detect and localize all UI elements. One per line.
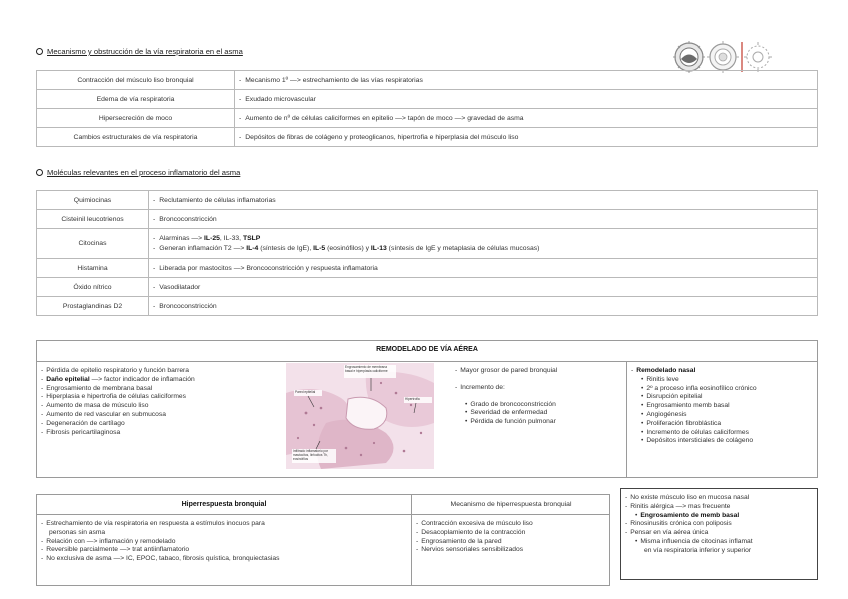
table-row — [37, 229, 818, 259]
hyper-right-list — [416, 520, 533, 555]
remodeling-right-list — [631, 367, 757, 446]
list-item: • Severidad de enfermedad — [465, 409, 557, 418]
list-item: - Reversible parcialmente —> trat antiinflamatorio — [41, 546, 279, 555]
remodeling-left-list — [41, 367, 195, 437]
list-item: • Disrupción epitelial — [641, 393, 757, 402]
row-label: Edema de vía respiratoria — [37, 90, 235, 109]
remodeling-middle-list — [455, 367, 557, 427]
row-desc: - Reclutamiento de células inflamatorias — [149, 191, 818, 210]
molecules-table — [36, 190, 818, 316]
table-row — [37, 278, 818, 297]
image-label-top: Engrosamiento de membrana basal e hiperplasia caliciforme — [345, 365, 388, 373]
hyper-header-left: Hiperrespuesta bronquial — [181, 501, 267, 508]
list-item: - No existe músculo liso en mucosa nasal — [625, 494, 753, 503]
row-desc — [149, 229, 818, 259]
nasal-list — [625, 494, 753, 556]
hyper-header-right: Mecanismo de hiperrespuesta bronquial — [450, 501, 572, 508]
list-item: • 2º a proceso infla eosinofílico crónico — [641, 385, 757, 394]
list-item: - Rinosinusitis crónica con poliposis — [625, 520, 753, 529]
airway-cross-section-icons — [672, 40, 774, 74]
list-item: • Grado de broncoconstricción — [465, 401, 557, 410]
row-label: Contracción del músculo liso bronquial — [37, 71, 235, 90]
list-item-continuation: en vía respiratoria inferior y superior — [644, 546, 752, 554]
list-item: - Nervios sensoriales sensibilizados — [416, 546, 533, 555]
row-desc: - Depósitos de fibras de colágeno y proteoglicanos, hipertrofia e hiperplasia del músculo liso — [235, 128, 818, 147]
row-desc: - Aumento de nº de células caliciformes en epitelio —> tapón de moco —> gravedad de asma — [235, 109, 818, 128]
remodeling-box — [36, 340, 818, 478]
circle-bullet-icon — [36, 169, 43, 176]
list-item: • Angiogénesis — [641, 411, 757, 420]
mechanism-table — [36, 70, 818, 147]
alarminas-line: - Alarminas —> IL-25, IL-33, TSLP — [153, 234, 813, 244]
list-item: - Engrosamiento de membrana basal — [41, 385, 195, 394]
circle-bullet-icon — [36, 48, 43, 55]
airway-remodeled-icon — [744, 42, 772, 72]
table-row — [37, 210, 818, 229]
row-desc: - Liberada por mastocitos —> Broncoconstricción y respuesta inflamatoria — [149, 259, 818, 278]
list-item: • Engrosamiento de memb basal — [635, 512, 753, 521]
list-item: - Engrosamiento de la pared — [416, 538, 533, 547]
list-item: - Relación con —> inflamación y remodelado — [41, 538, 279, 547]
list-item: - Aumento de masa de músculo liso — [41, 402, 195, 411]
image-label-bottom: Infiltrado inflamatorio por mastocitos, linfocitos Th, eosinófilos — [293, 449, 329, 461]
list-item: - Remodelado nasal — [631, 367, 757, 376]
list-item: - Fibrosis pericartilaginosa — [41, 429, 195, 438]
section-title-mechanism: Mecanismo y obstrucción de la vía respiratoria en el asma — [36, 47, 243, 56]
list-item: - Pensar en vía aérea única — [625, 529, 753, 538]
row-desc: - Exudado microvascular — [235, 90, 818, 109]
list-item: - No exclusiva de asma —> IC, EPOC, tabaco, fibrosis quística, bronquiectasias — [41, 555, 279, 564]
list-item: • Rinitis leve — [641, 376, 757, 385]
list-item: • Engrosamiento memb basal — [641, 402, 757, 411]
row-label: Óxido nítrico — [37, 278, 149, 297]
row-desc: - Mecanismo 1º —> estrechamiento de las vías respiratorias — [235, 71, 818, 90]
row-label: Prostaglandinas D2 — [37, 297, 149, 316]
image-label-left: Pared epitelial — [295, 390, 316, 394]
histology-image — [286, 363, 434, 469]
list-item: - Aumento de red vascular en submucosa — [41, 411, 195, 420]
list-item: - Incremento de: — [455, 384, 557, 393]
row-label: Hipersecreción de moco — [37, 109, 235, 128]
list-item: • Incremento de células caliciformes — [641, 429, 757, 438]
t2-line: - Generan inflamación T2 —> IL-4 (síntesis de IgE), IL-5 (eosinófilos) y IL-13 (síntesis de IgE y metaplasia de células mucosas) — [153, 244, 813, 254]
row-label: Cambios estructurales de vía respiratoria — [37, 128, 235, 147]
list-item: - Pérdida de epitelio respiratorio y función barrera — [41, 367, 195, 376]
list-item: • Proliferación fibroblástica — [641, 420, 757, 429]
table-row — [37, 71, 818, 90]
airway-inflamed-icon — [707, 41, 739, 73]
row-label: Histamina — [37, 259, 149, 278]
table-row — [37, 109, 818, 128]
row-label: Cisteinil leucotrienos — [37, 210, 149, 229]
list-item: - Contracción excesiva de músculo liso — [416, 520, 533, 529]
hyper-left-list — [41, 520, 279, 564]
nasal-box — [620, 488, 818, 580]
list-item: - Mayor grosor de pared bronquial — [455, 367, 557, 376]
table-row — [37, 128, 818, 147]
image-label-right: Hipertrofia — [405, 397, 420, 401]
list-item: - Daño epitelial —> factor indicador de inflamación — [41, 376, 195, 385]
list-item: - Rinitis alérgica —> mas frecuente — [625, 503, 753, 512]
airway-normal-icon — [673, 41, 705, 73]
list-item: - Desacoplamiento de la contracción — [416, 529, 533, 538]
section-title-molecules: Moléculas relevantes en el proceso inflamatorio del asma — [36, 168, 240, 177]
table-row — [37, 259, 818, 278]
list-item: - Degeneración de cartílago — [41, 420, 195, 429]
table-row — [37, 297, 818, 316]
table-row — [37, 191, 818, 210]
list-item: • Misma influencia de citocinas inflamat — [635, 538, 753, 547]
table-row — [37, 90, 818, 109]
row-label: Citocinas — [37, 229, 149, 259]
row-label: Quimiocinas — [37, 191, 149, 210]
list-item: - Estrechamiento de vía respiratoria en respuesta a estímulos inocuos para — [41, 520, 279, 529]
row-desc: - Vasodilatador — [149, 278, 818, 297]
remodeling-title: REMODELADO DE VÍA AÉREA — [376, 346, 478, 353]
row-desc: - Broncoconstricción — [149, 297, 818, 316]
airway-icons — [672, 40, 774, 74]
list-item: • Depósitos intersticiales de colágeno — [641, 437, 757, 446]
list-item-continuation: personas sin asma — [49, 528, 106, 536]
list-item: - Hiperplasia e hipertrofia de células caliciformes — [41, 393, 195, 402]
list-item: • Pérdida de función pulmonar — [465, 418, 557, 427]
hyperresponse-box — [36, 494, 610, 586]
row-desc: - Broncoconstricción — [149, 210, 818, 229]
